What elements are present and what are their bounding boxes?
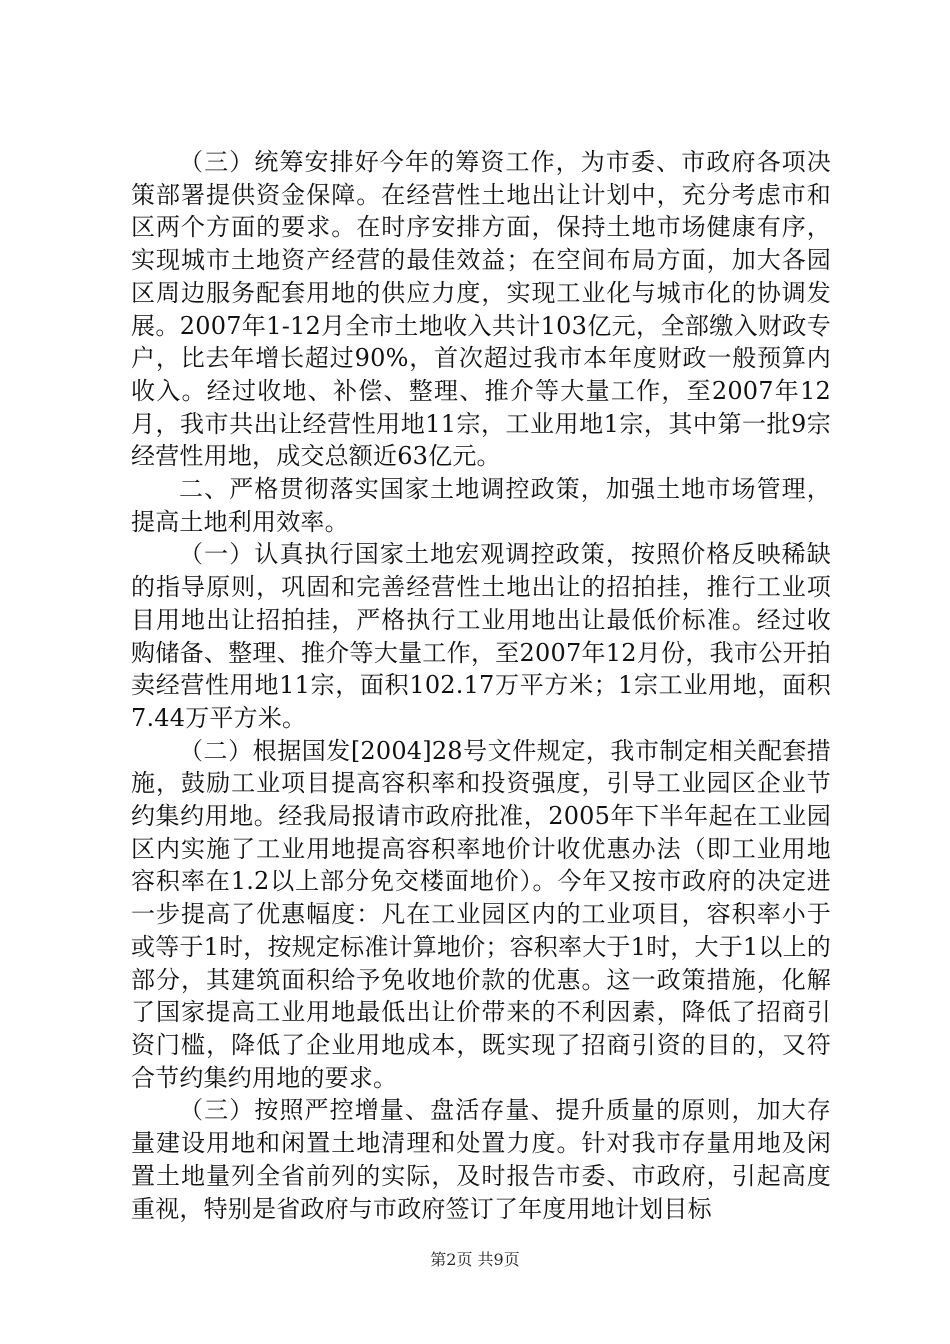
section-heading-land-policy: 二、严格贯彻落实国家土地调控政策，加强土地市场管理，提高土地利用效率。 <box>131 475 831 536</box>
document-body <box>131 146 831 1225</box>
page-number-footer: 第2页 共9页 <box>430 1250 520 1269</box>
paragraph-idle-land: （三）按照严控增量、盘活存量、提升质量的原则，加大存量建设用地和闲置土地清理和处置力度。针对我市存量用地及闲置土地量列全省前列的实际，及时报告市委、市政府，引起高度重视，特别是省政府与市政府签订了年度用地计划目标 <box>131 1096 831 1223</box>
paragraph-funding: （三）统筹安排好今年的筹资工作，为市委、市政府各项决策部署提供资金保障。在经营性土地出让计划中，充分考虑市和区两个方面的要求。在时序安排方面，保持土地市场健康有序，实现城市土地资产经营的最佳效益；在空间布局方面，加大各园区周边服务配套用地的供应力度，实现工业化与城市化的协调发展。2007年1-12月全市土地收入共计103亿元，全部缴入财政专户，比去年增长超过90%，首次超过我市本年度财政一般预算内收入。经过收地、补偿、整理、推介等大量工作，至2007年12月，我市共出让经营性用地11宗，工业用地1宗，其中第一批9宗经营性用地，成交总额近63亿元。 <box>131 148 831 471</box>
paragraph-plot-ratio: （二）根据国发[2004]28号文件规定，我市制定相关配套措施，鼓励工业项目提高容积率和投资强度，引导工业园区企业节约集约用地。经我局报请市政府批准，2005年下半年起在工业园区内实施了工业用地提高容积率地价计收优惠办法（即工业用地容积率在1.2以上部分免交楼面地价）。今年又按市政府的决定进一步提高了优惠幅度：凡在工业园区内的工业项目，容积率小于或等于1时，按规定标准计算地价；容积率大于1时，大于1以上的部分，其建筑面积给予免收地价款的优惠。这一政策措施，化解了国家提高工业用地最低出让价带来的不利因素，降低了招商引资门槛，降低了企业用地成本，既实现了招商引资的目的，又符合节约集约用地的要求。 <box>131 736 831 1092</box>
paragraph-macro-control: （一）认真执行国家土地宏观调控政策，按照价格反映稀缺的指导原则，巩固和完善经营性土地出让的招拍挂，推行工业项目用地出让招拍挂，严格执行工业用地出让最低价标准。经过收购储备、整理、推介等大量工作，至2007年12月份，我市公开拍卖经营性用地11宗，面积102.17万平方米；1宗工业用地，面积7.44万平方米。 <box>131 540 831 732</box>
